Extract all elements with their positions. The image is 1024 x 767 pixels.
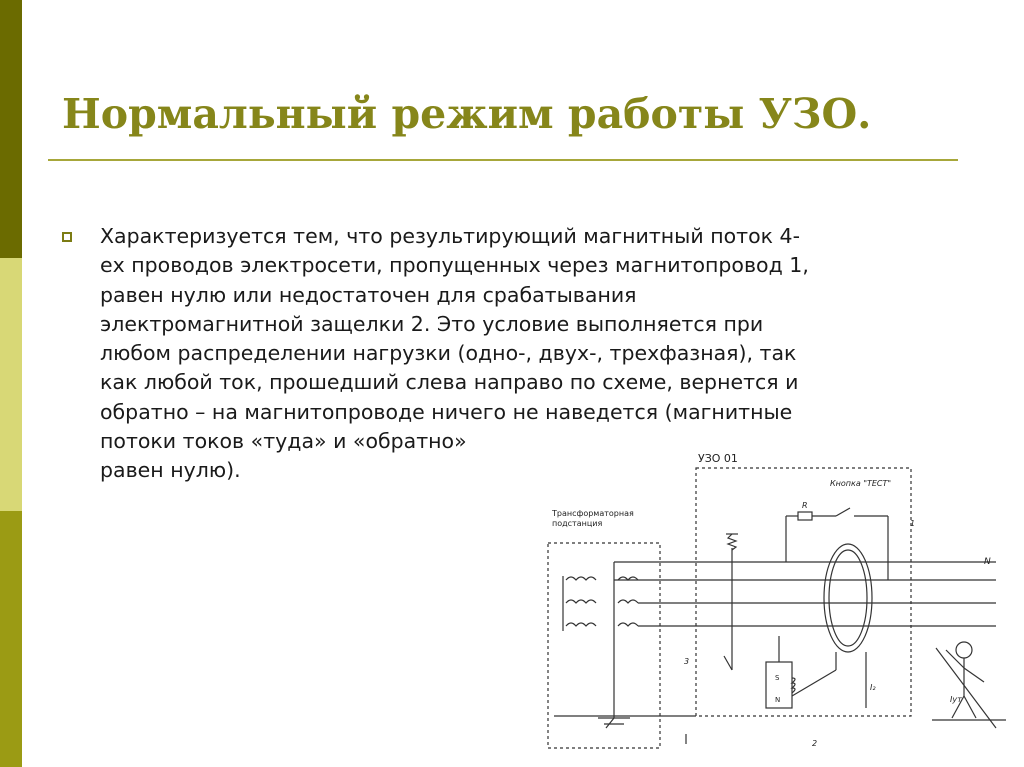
person-head <box>956 642 972 658</box>
current-i2-label: I₂ <box>870 683 876 692</box>
device-label: УЗО 01 <box>698 452 738 465</box>
substation-label-1: Трансформаторная <box>552 509 634 518</box>
accent-strip-middle <box>0 258 22 511</box>
slide-title: Нормальный режим работы УЗО. <box>62 90 872 138</box>
accent-strip-top <box>0 0 22 258</box>
transformer-coil-3 <box>566 623 596 626</box>
resistor <box>798 512 812 520</box>
bullet-square-icon <box>62 232 72 242</box>
callout-3: 3 <box>684 657 690 666</box>
magnetic-core <box>824 544 872 652</box>
test-button-label: Кнопка "ТЕСТ" <box>830 479 892 488</box>
transformer-coil-2 <box>566 600 596 603</box>
resistor-label: R <box>802 501 808 510</box>
title-underline <box>48 159 958 161</box>
accent-strip-bottom <box>0 511 22 767</box>
bullet-text: Характеризуется тем, что результирующий магнитный поток 4- ех проводов электросети, пропущенных через магнитопровод 1, равен нулю или недостаточен для срабатывания электромагнитной защелки 2. Это условие выполняется при любом распределении нагрузки (одно-, двух-, трехфазная), так как любой ток, прошедший слева направо по схеме, вернется и обратно – на магнитопроводе ничего не наведется (магнитные потоки токов «туда» и «обратно» равен нулю). <box>100 224 809 483</box>
neutral-label: N <box>984 557 991 567</box>
circuit-diagram <box>536 438 1016 764</box>
current-iut-label: Iут <box>950 695 962 704</box>
substation-label-2: подстанция <box>552 519 603 528</box>
relay-pole-n: N <box>775 696 781 704</box>
callout-1: 1 <box>910 519 916 528</box>
relay-pole-s: S <box>775 674 780 682</box>
callout-2: 2 <box>812 739 818 748</box>
substation-box <box>548 543 660 748</box>
transformer-coil-1 <box>566 577 596 580</box>
